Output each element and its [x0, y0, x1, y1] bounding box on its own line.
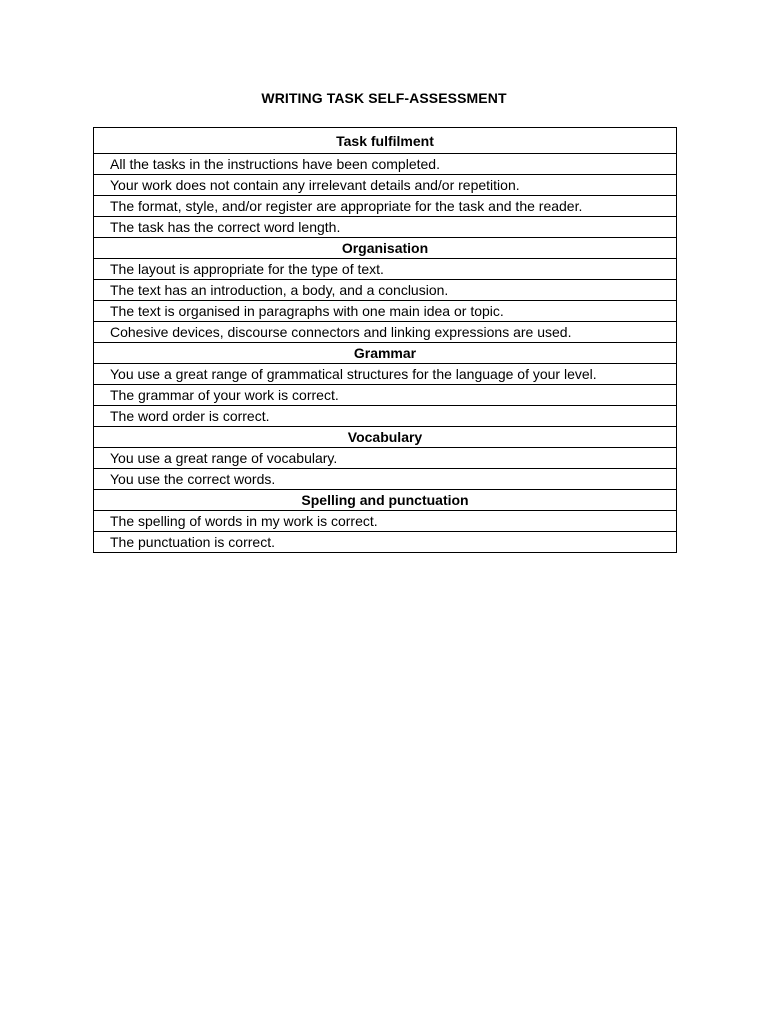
section-header-task-fulfilment — [94, 128, 677, 154]
criterion-text: The punctuation is correct. — [94, 532, 677, 553]
table-row — [94, 217, 677, 238]
table-row — [94, 322, 677, 343]
criterion-text: Cohesive devices, discourse connectors and linking expressions are used. — [94, 322, 677, 343]
section-heading: Organisation — [94, 238, 677, 259]
criterion-text: The format, style, and/or register are appropriate for the task and the reader. — [94, 196, 677, 217]
table-row — [94, 406, 677, 427]
section-heading: Vocabulary — [94, 427, 677, 448]
table-row — [94, 259, 677, 280]
table-row — [94, 364, 677, 385]
self-assessment-table — [93, 127, 677, 553]
criterion-text: You use the correct words. — [94, 469, 677, 490]
criterion-text: The word order is correct. — [94, 406, 677, 427]
criterion-text: The spelling of words in my work is correct. — [94, 511, 677, 532]
section-heading: Spelling and punctuation — [94, 490, 677, 511]
criterion-text: You use a great range of grammatical structures for the language of your level. — [94, 364, 677, 385]
table-row — [94, 280, 677, 301]
criterion-text: Your work does not contain any irrelevant details and/or repetition. — [94, 175, 677, 196]
criterion-text: The task has the correct word length. — [94, 217, 677, 238]
table-row — [94, 532, 677, 553]
criterion-text: You use a great range of vocabulary. — [94, 448, 677, 469]
table-row — [94, 175, 677, 196]
criterion-text: The grammar of your work is correct. — [94, 385, 677, 406]
table-row — [94, 301, 677, 322]
criterion-text: The text has an introduction, a body, and a conclusion. — [94, 280, 677, 301]
section-header-organisation — [94, 238, 677, 259]
section-header-vocabulary — [94, 427, 677, 448]
section-heading: Task fulfilment — [94, 128, 677, 154]
table-row — [94, 385, 677, 406]
criterion-text: The layout is appropriate for the type of text. — [94, 259, 677, 280]
criterion-text: All the tasks in the instructions have been completed. — [94, 154, 677, 175]
document-title: WRITING TASK SELF-ASSESSMENT — [261, 90, 507, 106]
table-row — [94, 511, 677, 532]
criterion-text: The text is organised in paragraphs with one main idea or topic. — [94, 301, 677, 322]
section-header-grammar — [94, 343, 677, 364]
section-heading: Grammar — [94, 343, 677, 364]
table-row — [94, 154, 677, 175]
section-header-spelling-and-punctuation — [94, 490, 677, 511]
table-row — [94, 469, 677, 490]
table-row — [94, 196, 677, 217]
table-row — [94, 448, 677, 469]
